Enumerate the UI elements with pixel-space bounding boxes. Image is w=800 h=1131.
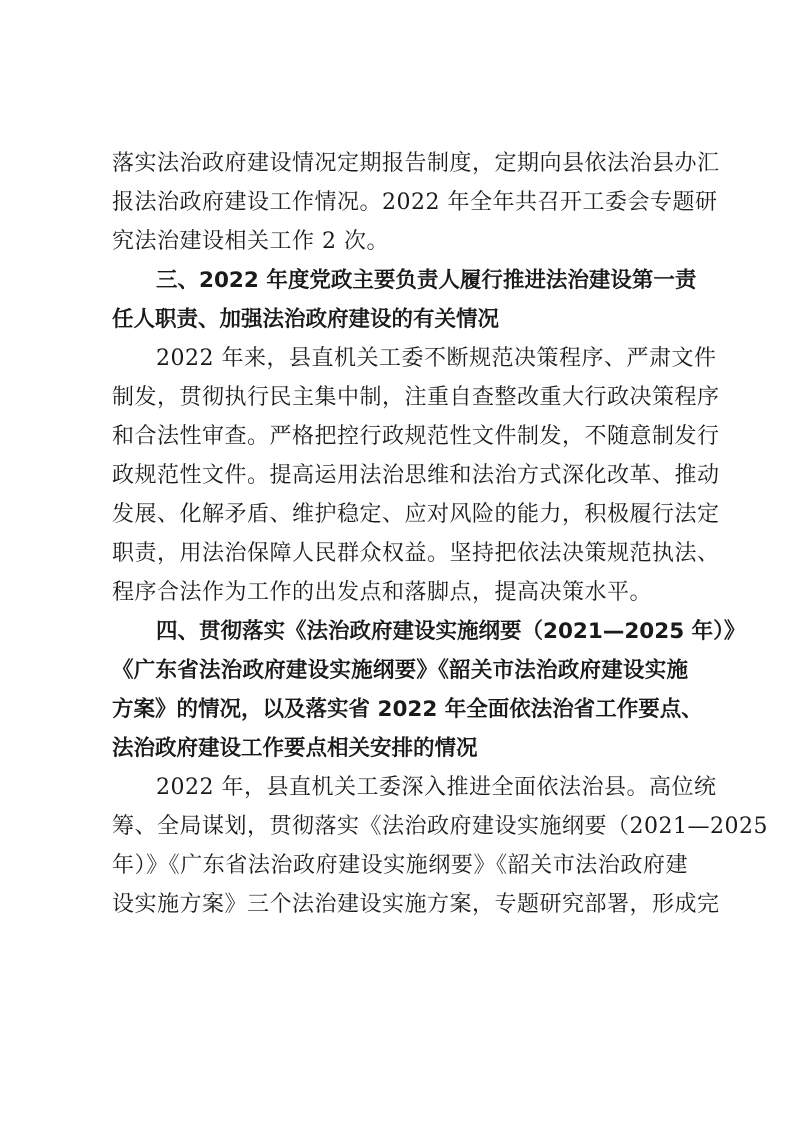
text-line: 发展、化解矛盾、维护稳定、应对风险的能力，积极履行法定 <box>112 502 720 527</box>
text-line: 究法治建设相关工作 2 次。 <box>112 229 389 254</box>
section-heading-four <box>112 612 746 768</box>
text-line: 设实施方案》三个法治建设实施方案，专题研究部署，形成完 <box>112 892 720 917</box>
paragraph-implementation <box>112 768 768 924</box>
text-line: 落实法治政府建设情况定期报告制度，定期向县依法治县办汇 <box>112 151 720 176</box>
text-line: 职责，用法治保障人民群众权益。坚持把依法决策规范执法、 <box>112 541 720 566</box>
heading-line: 《广东省法治政府建设实施纲要》《韶关市法治政府建设实施 <box>112 658 688 683</box>
section-heading-three <box>112 261 697 339</box>
heading-line: 方案》的情况，以及落实省 2022 年全面依法治省工作要点、 <box>112 697 703 722</box>
text-line: 和合法性审查。严格把控行政规范性文件制发，不随意制发行 <box>112 424 720 449</box>
text-line: 制发，贯彻执行民主集中制，注重自查整改重大行政决策程序 <box>112 385 720 410</box>
text-line: 报法治政府建设工作情况。2022 年全年共召开工委会专题研 <box>112 190 718 215</box>
text-line: 2022 年，县直机关工委深入推进全面依法治县。高位统 <box>156 775 717 800</box>
heading-line: 任人职责、加强法治政府建设的有关情况 <box>112 307 500 332</box>
text-line: 2022 年来，县直机关工委不断规范决策程序、严肃文件 <box>156 346 717 371</box>
text-line: 程序合法作为工作的出发点和落脚点，提高决策水平。 <box>112 580 653 605</box>
text-line: 政规范性文件。提高运用法治思维和法治方式深化改革、推动 <box>112 463 720 488</box>
paragraph-decision-procedures <box>112 339 720 612</box>
heading-line: 三、2022 年度党政主要负责人履行推进法治建设第一责 <box>156 268 697 293</box>
paragraph-reporting-system <box>112 144 720 261</box>
text-line: 年）》《广东省法治政府建设实施纲要》《韶关市法治政府建 <box>112 853 688 878</box>
text-line: 筹、全局谋划，贯彻落实《法治政府建设实施纲要（2021—2025 <box>112 814 768 839</box>
heading-line: 法治政府建设工作要点相关安排的情况 <box>112 736 478 761</box>
document-body <box>112 144 768 924</box>
heading-line: 四、贯彻落实《法治政府建设实施纲要（2021—2025 年）》 <box>156 619 746 644</box>
